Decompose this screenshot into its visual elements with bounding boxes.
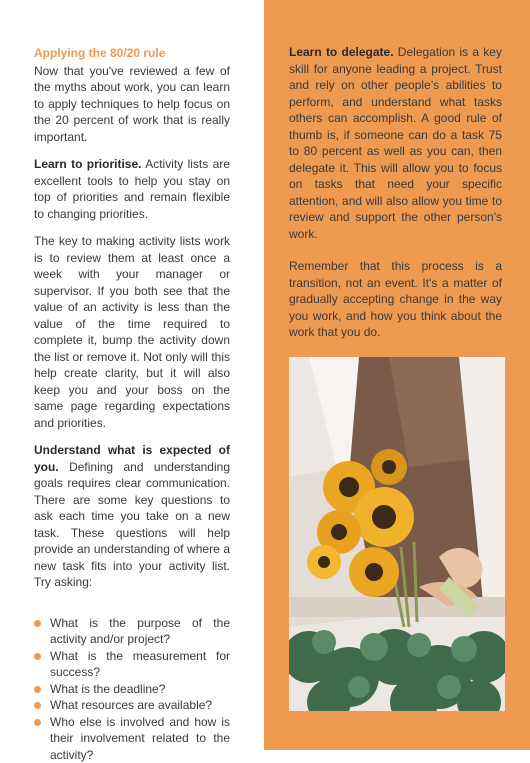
intro-paragraph: Now that you've reviewed a few of the myths about work, you can learn to apply techniques to help focus on the 20 percent of work that is really important. [34,63,230,146]
key-paragraph: The key to making activity lists work is to review them at least once a week with your manager or supervisor. If you both see that the value of an activity is less than the value of the time required to complete it, bump the activity down the list or remove it. Not only will this help create clarity, but it will also keep you and your boss on the same page regarding expectations and priorities. [34,233,230,431]
list-item-text: What is the deadline? [50,682,165,696]
bullet-dot-icon [34,653,41,660]
list-item-text: What is the purpose of the activity and/or project? [50,616,230,647]
delegate-paragraph [289,44,502,242]
understand-paragraph [34,442,230,591]
question-list [34,615,230,763]
list-item [34,681,230,698]
understand-title: Understand what is expected of you. [34,443,230,474]
list-item-text: What resources are available? [50,698,212,712]
list-item [34,697,230,714]
list-item [34,615,230,648]
list-item [34,648,230,681]
left-column [34,45,230,763]
orange-sidebar-panel [264,0,530,750]
list-item [34,714,230,763]
understand-body: Defining and understanding goals requires clear communication. There are some key questions to ask each time you take on a new task. These questions will help provide an understanding of where a new task fits into your activity list. Try asking: [34,460,230,590]
remember-paragraph: Remember that this process is a transition, not an event. It's a matter of gradually accepting change in the way you work, and how you think about the work that you do. [289,258,502,341]
prioritise-paragraph [34,156,230,222]
right-column [289,44,502,352]
delegate-body: Delegation is a key skill for anyone leading a project. Trust and rely on other people’s abilities to perform, and understand what tasks others can accomplish. A good rule of thumb is, if someone can do a task 75 to 80 percent as well as you can, then delegate it. This will allow you to focus on tasks that need your specific attention, and will also allow you time to review and support the other person's work. [289,45,502,241]
prioritise-body: Activity lists are excellent tools to help you stay on top of priorities and remain flexible to changing priorities. [34,157,230,221]
prioritise-title: Learn to prioritise. [34,157,141,171]
list-item-text: Who else is involved and how is their involvement related to the activity? [50,715,230,762]
sunflower-bouquet-photo [289,357,505,711]
list-item-text: What is the measurement for success? [50,649,230,680]
delegate-title: Learn to delegate. [289,45,394,59]
bullet-dot-icon [34,686,41,693]
bullet-dot-icon [34,620,41,627]
bullet-dot-icon [34,719,41,726]
bullet-dot-icon [34,702,41,709]
section-heading: Applying the 80/20 rule [34,45,230,62]
